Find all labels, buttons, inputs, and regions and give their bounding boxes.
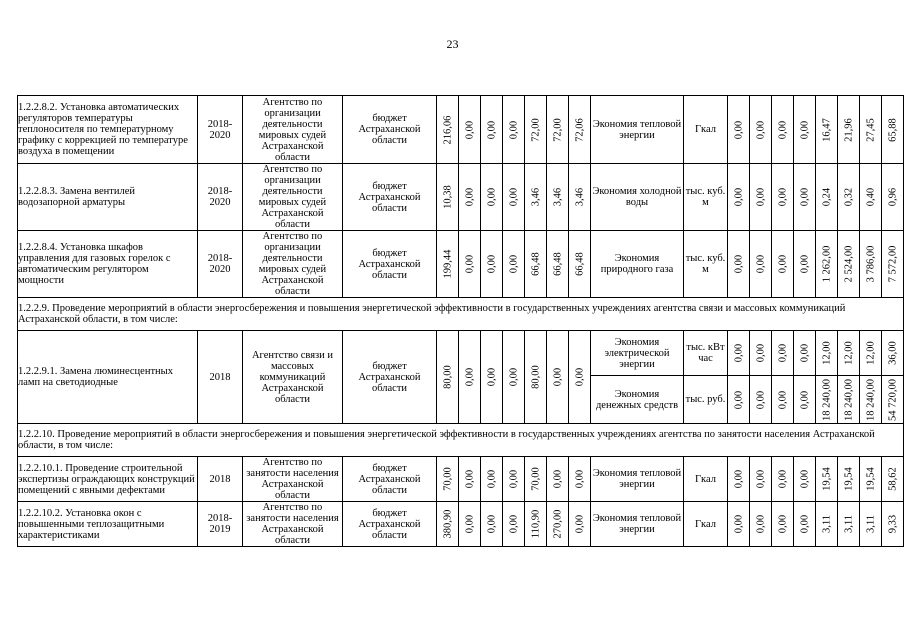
indicator-value-cell [728, 331, 750, 376]
funding-cell [459, 231, 481, 298]
funding-cell [503, 96, 525, 164]
funding-cell-value: 0,00 [552, 469, 563, 489]
funding-cell-value: 66,48 [574, 252, 585, 276]
indicator-value-cell [882, 502, 904, 547]
table-row [18, 96, 904, 164]
funding-cell-value: 0,00 [464, 469, 475, 489]
funding-cell [547, 231, 569, 298]
indicator-value-cell-value: 12,00 [821, 341, 832, 365]
funding-cell-value: 110,90 [530, 509, 541, 539]
indicator-value-cell-value: 0,00 [777, 390, 788, 409]
measure-name: 1.2.2.9.1. Замена люминесцентных ламп на светодиодные [18, 331, 198, 424]
indicator-value-cell [750, 164, 772, 231]
indicator-name: Экономия природного газа [591, 231, 684, 298]
funding-cell-value: 3,46 [552, 187, 563, 207]
funding-cell [437, 502, 459, 547]
indicator-value-cell-value: 3,11 [865, 515, 876, 533]
indicator-name: Экономия холодной воды [591, 164, 684, 231]
measure-name: 1.2.2.8.3. Замена вентилей водозапорной арматуры [18, 164, 198, 231]
indicator-unit: Гкал [684, 502, 728, 547]
indicator-value-cell [860, 376, 882, 424]
funding-cell-value: 0,00 [464, 514, 475, 534]
indicator-value-cell-value: 12,00 [865, 341, 876, 365]
indicator-value-cell-value: 19,54 [821, 467, 832, 491]
indicator-value-cell [728, 376, 750, 424]
funding-cell [481, 457, 503, 502]
funding-cell [547, 331, 569, 424]
indicator-value-cell [838, 457, 860, 502]
indicator-name: Экономия тепловой энергии [591, 96, 684, 164]
indicator-value-cell [816, 96, 838, 164]
indicator-value-cell [728, 164, 750, 231]
funding-cell [481, 164, 503, 231]
indicator-value-cell [750, 331, 772, 376]
indicator-value-cell-value: 0,00 [733, 390, 744, 409]
indicator-value-cell [794, 502, 816, 547]
indicator-value-cell-value: 12,00 [843, 341, 854, 365]
funding-cell-value: 0,00 [486, 254, 497, 274]
funding-cell-value: 0,00 [574, 367, 585, 387]
indicator-value-cell [860, 164, 882, 231]
indicator-value-cell-value: 0,00 [777, 120, 788, 139]
funding-cell-value: 0,00 [508, 120, 519, 139]
indicator-value-cell-value: 0,00 [799, 254, 810, 274]
indicator-value-cell-value: 0,00 [733, 514, 744, 534]
indicator-value-cell-value: 18 240,00 [843, 378, 854, 421]
indicator-value-cell [816, 331, 838, 376]
indicator-value-cell-value: 65,88 [887, 117, 898, 142]
funding-cell-value: 0,00 [464, 367, 475, 387]
funding-cell [503, 231, 525, 298]
measure-executor: Агентство по занятости населения Астраханской области [243, 502, 343, 547]
funding-cell [437, 164, 459, 231]
funding-cell-value: 0,00 [464, 120, 475, 139]
funding-cell [525, 502, 547, 547]
indicator-value-cell [794, 96, 816, 164]
indicator-value-cell [816, 231, 838, 298]
indicator-value-cell [838, 502, 860, 547]
funding-cell [481, 502, 503, 547]
indicator-name: Экономия электрической энергии [591, 331, 684, 376]
funding-cell [437, 96, 459, 164]
funding-cell [437, 231, 459, 298]
indicator-name: Экономия тепловой энергии [591, 502, 684, 547]
indicator-value-cell-value: 9,33 [887, 514, 898, 534]
funding-cell [503, 331, 525, 424]
table-row [18, 164, 904, 231]
indicator-value-cell-value: 19,54 [843, 467, 854, 491]
funding-cell-value: 0,00 [508, 469, 519, 489]
indicator-value-cell [772, 331, 794, 376]
funding-cell-value: 0,00 [486, 120, 497, 139]
funding-cell-value: 0,00 [574, 514, 585, 534]
funding-cell-value: 0,00 [574, 469, 585, 489]
indicator-value-cell [838, 164, 860, 231]
funding-cell [569, 96, 591, 164]
funding-cell-value: 80,00 [530, 365, 541, 389]
funding-cell-value: 0,00 [464, 187, 475, 207]
indicator-value-cell [838, 96, 860, 164]
funding-cell [459, 502, 481, 547]
indicator-value-cell [838, 331, 860, 376]
indicator-value-cell [728, 457, 750, 502]
funding-cell [525, 331, 547, 424]
indicator-value-cell [838, 231, 860, 298]
indicator-name: Экономия денежных средств [591, 376, 684, 424]
indicator-value-cell-value: 21,96 [843, 117, 854, 142]
indicator-value-cell-value: 16,47 [821, 117, 832, 142]
indicator-value-cell [794, 164, 816, 231]
indicator-value-cell-value: 0,00 [777, 187, 788, 207]
indicator-value-cell-value: 0,00 [799, 390, 810, 409]
funding-source: бюджет Астраханской области [343, 331, 437, 424]
indicator-value-cell-value: 0,40 [865, 187, 876, 207]
indicator-value-cell [794, 331, 816, 376]
indicator-value-cell [816, 502, 838, 547]
funding-cell [481, 96, 503, 164]
indicator-unit: тыс. кВт час [684, 331, 728, 376]
indicator-value-cell-value: 58,62 [887, 467, 898, 491]
indicator-value-cell [750, 96, 772, 164]
indicator-value-cell [794, 457, 816, 502]
indicator-value-cell [728, 502, 750, 547]
funding-cell [569, 164, 591, 231]
measure-executor: Агентство связи и массовых коммуникаций Астраханской области [243, 331, 343, 424]
indicator-value-cell [860, 502, 882, 547]
indicator-value-cell-value: 0,32 [843, 187, 854, 207]
indicator-value-cell [750, 457, 772, 502]
indicator-value-cell-value: 0,00 [799, 514, 810, 534]
funding-cell-value: 80,00 [442, 365, 453, 389]
funding-cell-value: 0,00 [464, 254, 475, 274]
indicator-value-cell-value: 0,00 [755, 514, 766, 534]
indicator-value-cell [882, 331, 904, 376]
indicator-value-cell-value: 18 240,00 [865, 378, 876, 421]
indicator-value-cell [882, 164, 904, 231]
indicator-value-cell-value: 0,00 [799, 187, 810, 207]
measure-executor: Агентство по организации деятельности мировых судей Астраханской области [243, 231, 343, 298]
indicator-unit: тыс. куб. м [684, 231, 728, 298]
table-row [18, 457, 904, 502]
funding-cell-value: 0,00 [508, 367, 519, 387]
indicator-value-cell-value: 36,00 [887, 341, 898, 365]
indicator-value-cell [816, 164, 838, 231]
indicator-value-cell-value: 0,00 [755, 469, 766, 489]
indicator-value-cell [750, 376, 772, 424]
funding-cell [437, 457, 459, 502]
funding-cell-value: 70,00 [442, 467, 453, 491]
funding-cell-value: 0,00 [552, 367, 563, 387]
indicator-value-cell-value: 0,00 [733, 469, 744, 489]
measure-name: 1.2.2.10.1. Проведение строительной экспертизы ограждающих конструкций помещений с явными дефектами [18, 457, 198, 502]
funding-cell-value: 3,46 [574, 187, 585, 207]
measure-name: 1.2.2.10.2. Установка окон с повышенными теплозащитными характеристиками [18, 502, 198, 547]
indicator-value-cell [772, 96, 794, 164]
indicator-value-cell-value: 1 262,00 [821, 245, 832, 283]
indicator-value-cell-value: 27,45 [865, 117, 876, 142]
funding-cell [481, 231, 503, 298]
measure-executor: Агентство по организации деятельности мировых судей Астраханской области [243, 164, 343, 231]
measure-executor: Агентство по занятости населения Астраханской области [243, 457, 343, 502]
funding-cell [569, 231, 591, 298]
page-number: 23 [446, 37, 459, 51]
measure-period: 2018-2020 [198, 96, 243, 164]
indicator-value-cell-value: 0,00 [799, 469, 810, 489]
indicator-unit: тыс. куб. м [684, 164, 728, 231]
indicator-value-cell [860, 231, 882, 298]
funding-cell-value: 380,90 [442, 509, 453, 539]
funding-cell [503, 502, 525, 547]
indicator-value-cell-value: 0,00 [755, 343, 766, 363]
section-row [18, 298, 904, 331]
indicator-value-cell [772, 376, 794, 424]
indicator-value-cell-value: 0,00 [777, 343, 788, 363]
funding-cell [547, 502, 569, 547]
indicator-value-cell-value: 7 572,00 [887, 245, 898, 283]
funding-cell-value: 0,00 [486, 367, 497, 387]
funding-source: бюджет Астраханской области [343, 502, 437, 547]
funding-cell-value: 72,06 [574, 117, 585, 142]
indicator-value-cell-value: 3 786,00 [865, 245, 876, 283]
indicator-value-cell [772, 502, 794, 547]
indicator-value-cell [860, 457, 882, 502]
funding-cell [503, 164, 525, 231]
funding-cell-value: 0,00 [508, 254, 519, 274]
indicator-unit: тыс. руб. [684, 376, 728, 424]
indicator-value-cell-value: 0,00 [777, 254, 788, 274]
funding-cell-value: 3,46 [530, 187, 541, 207]
funding-cell-value: 0,00 [486, 187, 497, 207]
indicator-value-cell [750, 231, 772, 298]
indicator-value-cell-value: 0,00 [733, 343, 744, 363]
indicator-value-cell [882, 96, 904, 164]
indicator-value-cell [794, 231, 816, 298]
indicator-value-cell-value: 0,00 [777, 514, 788, 534]
measure-name: 1.2.2.8.4. Установка шкафов управления для газовых горелок с автоматическим регулятором мощности [18, 231, 198, 298]
indicator-value-cell-value: 0,00 [733, 187, 744, 207]
funding-cell [569, 457, 591, 502]
funding-cell-value: 216,06 [442, 115, 453, 144]
funding-cell [525, 457, 547, 502]
funding-cell [459, 164, 481, 231]
funding-cell [481, 331, 503, 424]
table-row [18, 502, 904, 547]
funding-cell [525, 231, 547, 298]
indicator-value-cell [728, 231, 750, 298]
indicator-value-cell-value: 18 240,00 [821, 378, 832, 421]
indicator-value-cell-value: 0,00 [777, 469, 788, 489]
indicator-value-cell-value: 0,96 [887, 187, 898, 207]
measure-period: 2018-2020 [198, 164, 243, 231]
funding-cell-value: 0,00 [508, 187, 519, 207]
indicator-value-cell [750, 502, 772, 547]
indicator-value-cell-value: 0,00 [755, 254, 766, 274]
funding-cell [569, 331, 591, 424]
indicator-value-cell-value: 19,54 [865, 467, 876, 491]
measure-period: 2018 [198, 331, 243, 424]
indicator-value-cell [860, 331, 882, 376]
indicator-unit: Гкал [684, 457, 728, 502]
funding-cell-value: 72,00 [530, 117, 541, 142]
measures-table [17, 95, 904, 547]
indicator-value-cell [882, 376, 904, 424]
indicator-value-cell-value: 2 524,00 [843, 245, 854, 283]
section-title: 1.2.2.10. Проведение мероприятий в области энергосбережения и повышения энергетической эффективности в государственных учреждениях агентства по занятости населения Астраханской области, в том числе: [18, 424, 904, 457]
indicator-value-cell-value: 0,00 [755, 120, 766, 139]
funding-cell [525, 96, 547, 164]
funding-source: бюджет Астраханской области [343, 231, 437, 298]
measure-period: 2018 [198, 457, 243, 502]
indicator-value-cell-value: 0,00 [799, 343, 810, 363]
funding-cell-value: 0,00 [486, 514, 497, 534]
indicator-value-cell-value: 0,00 [755, 390, 766, 409]
indicator-value-cell-value: 3,11 [843, 515, 854, 533]
funding-cell [459, 331, 481, 424]
funding-source: бюджет Астраханской области [343, 96, 437, 164]
indicator-value-cell [728, 96, 750, 164]
indicator-value-cell [816, 457, 838, 502]
measure-period: 2018-2019 [198, 502, 243, 547]
funding-cell-value: 270,00 [552, 509, 563, 539]
funding-cell [569, 502, 591, 547]
funding-cell [459, 96, 481, 164]
funding-cell-value: 66,48 [552, 252, 563, 276]
indicator-value-cell [772, 164, 794, 231]
indicator-value-cell [860, 96, 882, 164]
section-row [18, 424, 904, 457]
indicator-value-cell [882, 231, 904, 298]
funding-cell [525, 164, 547, 231]
indicator-value-cell [882, 457, 904, 502]
funding-cell-value: 10,38 [442, 185, 453, 209]
indicator-value-cell-value: 0,24 [821, 187, 832, 207]
funding-cell-value: 70,00 [530, 467, 541, 491]
indicator-value-cell-value: 0,00 [733, 120, 744, 139]
funding-cell-value: 72,00 [552, 117, 563, 142]
measure-name: 1.2.2.8.2. Установка автоматических регуляторов температуры теплоносителя по температурному графику с коррекцией по температуре воздуха в помещении [18, 96, 198, 164]
indicator-unit: Гкал [684, 96, 728, 164]
indicator-value-cell [772, 457, 794, 502]
indicator-name: Экономия тепловой энергии [591, 457, 684, 502]
indicator-value-cell-value: 3,11 [821, 515, 832, 533]
funding-source: бюджет Астраханской области [343, 164, 437, 231]
measure-period: 2018-2020 [198, 231, 243, 298]
indicator-value-cell [794, 376, 816, 424]
indicator-value-cell [838, 376, 860, 424]
section-title: 1.2.2.9. Проведение мероприятий в области энергосбережения и повышения энергетической эффективности в государственных учреждениях агентства связи и массовых коммуникаций Астраханской области, в том числе: [18, 298, 904, 331]
funding-cell [547, 96, 569, 164]
funding-cell [547, 164, 569, 231]
funding-cell-value: 66,48 [530, 252, 541, 276]
table-row [18, 331, 904, 376]
indicator-value-cell-value: 0,00 [799, 120, 810, 139]
indicator-value-cell-value: 54 720,00 [887, 378, 898, 421]
funding-cell-value: 0,00 [486, 469, 497, 489]
funding-cell-value: 0,00 [508, 514, 519, 534]
funding-cell [437, 331, 459, 424]
funding-source: бюджет Астраханской области [343, 457, 437, 502]
funding-cell [547, 457, 569, 502]
funding-cell [503, 457, 525, 502]
indicator-value-cell-value: 0,00 [733, 254, 744, 274]
funding-cell [459, 457, 481, 502]
table-row [18, 231, 904, 298]
funding-cell-value: 199,44 [442, 249, 453, 279]
measure-executor: Агентство по организации деятельности мировых судей Астраханской области [243, 96, 343, 164]
indicator-value-cell [816, 376, 838, 424]
indicator-value-cell [772, 231, 794, 298]
indicator-value-cell-value: 0,00 [755, 187, 766, 207]
